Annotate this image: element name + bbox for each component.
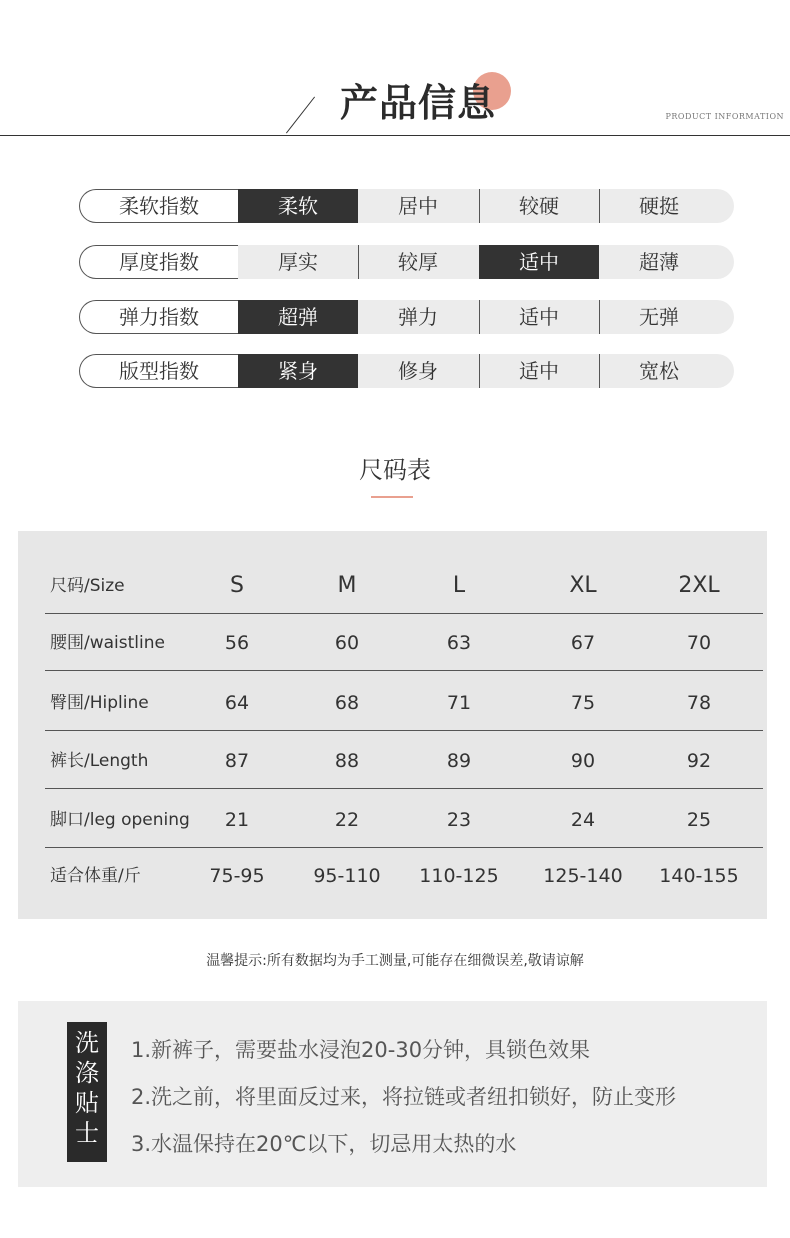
index-row-elasticity [79,300,734,334]
wash-tag-char: 士 [75,1119,99,1147]
table-cell: 110-125 [419,865,499,887]
table-header-label: 尺码/Size [50,576,125,596]
table-row [45,792,763,848]
index-label: 柔软指数 [79,189,238,223]
table-divider [45,730,763,731]
row-label: 裤长/Length [50,751,149,771]
wash-tip-line: 1.新裤子，需要盐水浸泡20-30分钟，具锁色效果 [131,1038,591,1062]
table-cell: 25 [686,809,712,831]
table-cell: 140-155 [659,865,739,887]
wash-tag-char: 贴 [75,1089,99,1117]
table-cell: 95-110 [313,865,381,887]
index-row-softness [79,189,734,223]
wash-tag-char: 洗 [75,1029,99,1057]
index-label: 厚度指数 [79,245,238,279]
index-option: 超薄 [639,250,679,274]
measurement-tip: 温馨提示:所有数据均为手工测量,可能存在细微误差,敬请谅解 [206,953,584,969]
size-header: XL [569,573,597,598]
size-header: 2XL [678,573,720,598]
table-header-row [45,558,763,614]
index-option: 无弹 [639,305,679,329]
size-header: M [337,573,357,598]
index-option: 适中 [479,245,599,279]
index-option: 居中 [398,194,438,218]
table-cell: 70 [686,632,712,654]
index-option: 较厚 [398,250,438,274]
table-cell: 78 [686,692,712,714]
index-option: 较硬 [519,194,559,218]
row-label: 适合体重/斤 [50,866,141,886]
index-option: 修身 [398,359,438,383]
table-cell: 56 [224,632,250,654]
index-option: 适中 [519,359,559,383]
table-cell: 64 [224,692,250,714]
table-row [45,675,763,731]
table-cell: 24 [570,809,596,831]
header-slash-decoration [286,97,315,134]
table-divider [45,613,763,614]
table-row [45,848,763,904]
page-title: 产品信息 [340,81,497,125]
table-row [45,733,763,789]
wash-tag-char: 涤 [75,1059,99,1087]
index-option: 硬挺 [639,194,679,218]
row-label: 腰围/waistline [50,633,165,653]
table-cell: 63 [446,632,472,654]
index-row-thickness [79,245,734,279]
table-cell: 90 [570,750,596,772]
table-cell: 67 [570,632,596,654]
index-option: 适中 [519,305,559,329]
size-chart-title: 尺码表 [359,456,431,484]
index-option: 超弹 [238,300,358,334]
size-header: S [230,573,244,598]
size-header: L [452,573,466,598]
table-divider [45,670,763,671]
table-cell: 88 [334,750,360,772]
wash-tips-tag [67,1022,107,1162]
table-cell: 89 [446,750,472,772]
index-option: 紧身 [238,354,358,388]
row-label: 脚口/leg opening [50,810,190,830]
size-chart-underline [371,496,413,498]
row-label: 臀围/Hipline [50,693,149,713]
table-cell: 60 [334,632,360,654]
table-row [45,615,763,671]
table-cell: 125-140 [543,865,623,887]
index-option: 厚实 [278,250,318,274]
index-label: 弹力指数 [79,300,238,334]
page-subtitle: PRODUCT INFORMATION [665,112,784,121]
table-cell: 21 [224,809,250,831]
table-cell: 87 [224,750,250,772]
header-divider [0,135,790,136]
wash-tip-line: 2.洗之前，将里面反过来，将拉链或者纽扣锁好，防止变形 [131,1085,677,1109]
index-option: 柔软 [238,189,358,223]
index-label: 版型指数 [79,354,238,388]
table-divider [45,788,763,789]
table-cell: 71 [446,692,472,714]
index-option: 宽松 [639,359,679,383]
table-cell: 92 [686,750,712,772]
table-cell: 23 [446,809,472,831]
wash-tip-line: 3.水温保持在20℃以下，切忌用太热的水 [131,1132,517,1156]
table-cell: 75 [570,692,596,714]
table-cell: 75-95 [209,865,265,887]
index-row-fit [79,354,734,388]
index-option: 弹力 [398,305,438,329]
table-cell: 22 [334,809,360,831]
table-cell: 68 [334,692,360,714]
